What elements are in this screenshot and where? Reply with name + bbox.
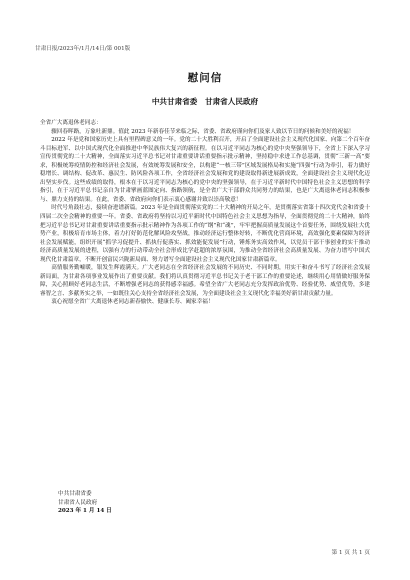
document-title: 慰问信: [187, 72, 223, 84]
paragraph: 时代号角鼓壮志，接续奋进谱新篇。2023 年是全面贯彻落实党的二十大精神的开局之年，是贯彻落实省第十四次党代会和省委十四届二次全会精神的重要一年。省委、省政府将坚持以习近平新时代中国特色社会主义思想为指导，全面贯彻党的二十大精神，始终把习近平总书记对甘肃重要讲话重要指示批示精神作为各项工作的“纲”和“魂”，牢牢把握高质量发展这个首要任务，围绕发展壮大优势产业，积极培育市场主体，着力打好防范化解风险攻坚战，推动经济运行整体好转，不断优化营商环境，高效强化要素保障为经济社会发展赋能，组织开展“抓学习促提升、抓执行促落实、抓效能促发展”行动，锤炼务实高效作风，以党员干部干事创业的实干推动经济高质量发展的进程，以强有力的行动带动全社会形成比学赶超的浓厚氛围，为推动全省经济社会高质量发展、为奋力谱写中国式现代化甘肃篇章，不断开创富民兴陇新局面、努力谱写全面建设社会主义现代化国家甘肃新篇章。: [40, 205, 370, 263]
letter-body: [40, 119, 370, 307]
paragraph: 高情服务勤嘘暖，银发生辉霞满天。广大老同志在全省经济社会发展的不同历史、不同时期，用实干和奋斗书写了经济社会发展新局面，为甘肃各项事业发展作出了重要贡献。我们将认真贯彻习近平总书记关于老干部工作的重要论述，继续用心用情做好服务保障，关心照顾好老同志生活，不断增强老同志的获得感幸福感。希望全省广大老同志充分发挥政治优势、经验优势、威望优势，多建睿智之言、多献务实之举，一如既往关心支持全省经济社会发展，为全面建设社会主义现代化幸福美好新甘肃贡献力量。: [40, 265, 370, 297]
signature-line-government: 甘肃省人民政府: [58, 499, 98, 506]
signature-block: [58, 490, 112, 516]
paragraph: 2022 年是党和国家历史上具有里程碑意义的一年。党的二十大胜利召开，开启了全面建设社会主义现代化国家、向第二个百年奋斗目标进军、以中国式现代化全面推进中华民族伟大复兴的新征程。在以习近平同志为核心的党中央坚强领导下，全省上下深入学习宣传贯彻党的二十大精神，全面落实习近平总书记对甘肃重要讲话重要指示批示精神，坚持稳中求进工作总基调，贯彻“三新一高”要求，积极统筹疫情防控和经济社会发展，有效统筹发展和安全，以构建“一核三带”区域发展格局和实施“四强”行动为牵引，着力做好稳增长、调结构、促改革、惠民生、防风险各项工作，全省经济社会发展和党的建设取得新进展新成效，全面建设社会主义现代化迈出坚实步伐。这些成绩的取得，根本在于以习近平同志为核心的党中央的坚强领导，在于习近平新时代中国特色社会主义思想的科学指引，在于习近平总书记亲自为甘肃擘画蓝图定向、指路领航，是全省广大干部群众共同努力的结果，也是广大离退休老同志积极参与、鼎力支持的结果。在此，省委、省政府向你们表示衷心感谢并致以崇高敬意！: [40, 137, 370, 203]
signature-line-party: 中共甘肃省委: [58, 491, 92, 497]
newspaper-header: 甘肃日报/2023年/1月/14日/第 001版: [35, 46, 131, 52]
page-number: 第 1 页 共 1 页: [331, 550, 370, 556]
signature-date: 2023 年 1 月 14 日: [58, 508, 112, 515]
salutation: 全省广大离退休老同志：: [40, 120, 102, 126]
document-authors: 中共甘肃省委 甘肃省人民政府: [151, 97, 259, 106]
paragraph: 骤回春晖路，万象吐新鼎。值此 2023 年新春佳节来临之际，省委、省政府谨向你们及家人致以节日的问候和美好的祝福！: [51, 128, 355, 135]
paragraph: 衷心祝愿全省广大离退休老同志新春愉快、健康长寿、阖家幸福！: [51, 299, 214, 306]
